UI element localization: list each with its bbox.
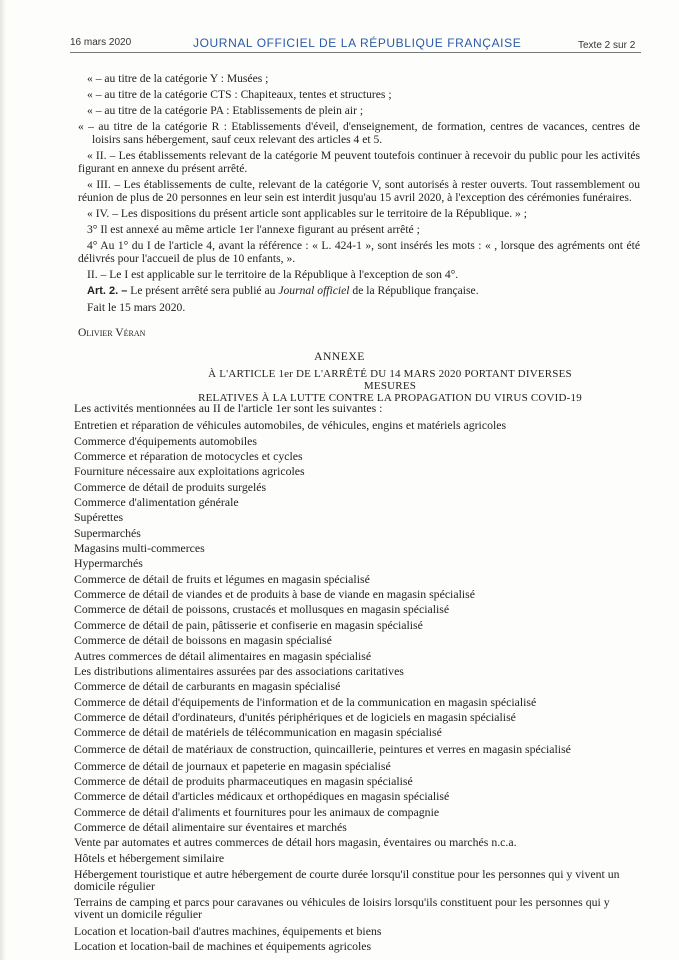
list-item: Commerce d'alimentation générale xyxy=(74,495,239,510)
list-item: Magasins multi-commerces xyxy=(74,541,205,556)
article-2-label: Art. 2. – xyxy=(87,285,128,297)
list-item: Commerce de détail de matériaux de construction, quincaillerie, peintures et verres en magasin spécialisé xyxy=(74,741,571,756)
list-item: Commerce et réparation de motocycles et cycles xyxy=(74,449,303,464)
list-item: Commerce de détail de viandes et de produits à base de viande en magasin spécialisé xyxy=(74,587,475,602)
activities-intro: Les activités mentionnées au II de l'article 1er sont les suivantes : xyxy=(74,401,383,415)
list-item: Commerce de détail de fruits et légumes en magasin spécialisé xyxy=(74,571,370,586)
category-r-line: « – au titre de la catégorie R : Etablissements d'éveil, d'enseignement, de formation, centres de vacances, centres de loisirs sans hébergement, sauf ceux relevant des articles 4 et 5. xyxy=(78,120,640,146)
list-item: Terrains de camping et parcs pour caravanes ou véhicules de loisirs lorsqu'ils constituent pour les personnes qui y vivent un domicile régulier xyxy=(74,894,610,921)
journal-title: JOURNAL OFFICIEL DE LA RÉPUBLIQUE FRANÇAISE xyxy=(193,36,522,50)
annexe-subtitle-line-2: RELATIVES À LA LUTTE CONTRE LA PROPAGATION DU VIRUS COVID-19 xyxy=(198,392,582,404)
list-item: Autres commerces de détail alimentaires en magasin spécialisé xyxy=(74,648,372,663)
list-item: Location et location-bail de machines et équipements agricoles xyxy=(74,939,372,954)
list-item: Commerce d'équipements automobiles xyxy=(74,433,257,448)
paragraph-iv: « IV. – Les dispositions du présent article sont applicables sur le territoire de la République. » ; xyxy=(87,207,527,220)
list-item: Commerce de détail de produits pharmaceutiques en magasin spécialisé xyxy=(74,773,413,788)
decree-text xyxy=(78,72,640,342)
list-item: Commerce de détail d'équipements de l'information et de la communication en magasin spécialisé xyxy=(74,694,537,709)
signature: Olivier Véran xyxy=(78,326,146,339)
list-item: Entretien et réparation de véhicules automobiles, de véhicules, engins et matériels agricoles xyxy=(74,418,507,433)
list-item: Hôtels et hébergement similaire xyxy=(74,850,225,865)
annexe-title: ANNEXE xyxy=(314,350,365,363)
list-item: Commerce de détail d'aliments et fournitures pour les animaux de compagnie xyxy=(74,804,440,819)
list-item: Commerce de détail de journaux et papeterie en magasin spécialisé xyxy=(74,758,391,773)
activities-items xyxy=(74,418,639,954)
paragraph-ii-final: II. – Le I est applicable sur le territoire de la République à l'exception de son 4°. xyxy=(87,268,459,281)
list-item: Commerce de détail d'articles médicaux et orthopédiques en magasin spécialisé xyxy=(74,789,450,804)
scan-edge-shadow xyxy=(0,0,6,960)
list-item: Hébergement touristique et autre hébergement de courte durée lorsqu'il constitue pour les personnes qui y vivent un domicile régulier xyxy=(74,866,620,893)
fait-le: Fait le 15 mars 2020. xyxy=(87,301,186,314)
article-2-text-before: Le présent arrêté sera publié au xyxy=(127,284,279,297)
annexe-subtitle-line-1: À L'ARTICLE 1er DE L'ARRÊTÉ DU 14 MARS 2020 PORTANT DIVERSES MESURES xyxy=(208,368,572,392)
list-item: Hypermarchés xyxy=(74,556,143,571)
list-item: Vente par automates et autres commerces de détail hors magasin, éventaires ou marchés n.c.a. xyxy=(74,835,517,850)
list-item: Commerce de détail de poissons, crustacés et mollusques en magasin spécialisé xyxy=(74,602,450,617)
point-4: 4° Au 1° du I de l'article 4, avant la référence : « L. 424-1 », sont insérés les mots : « , lorsque des agréments ont été délivrés pour l'accueil de plus de 10 enfants, ». xyxy=(78,239,640,265)
article-2-journal-italic: Journal officiel xyxy=(278,284,350,297)
list-item: Supérettes xyxy=(74,510,124,525)
header-divider xyxy=(70,52,641,53)
header-date: 16 mars 2020 xyxy=(70,37,132,48)
article-2-text-after: de la République française. xyxy=(349,284,479,297)
page-indicator: Texte 2 sur 2 xyxy=(578,40,636,51)
category-y-line: « – au titre de la catégorie Y : Musées ; xyxy=(87,72,269,85)
category-pa-line: « – au titre de la catégorie PA : Etablissements de plein air ; xyxy=(87,104,364,117)
list-item: Fourniture nécessaire aux exploitations agricoles xyxy=(74,464,305,479)
list-item: Les distributions alimentaires assurées par des associations caritatives xyxy=(74,663,404,678)
activities-list xyxy=(74,401,639,955)
list-item: Commerce de détail de pain, pâtisserie et confiserie en magasin spécialisé xyxy=(74,617,423,632)
list-item: Commerce de détail alimentaire sur éventaires et marchés xyxy=(74,819,347,834)
paragraph-iii: « III. – Les établissements de culte, relevant de la catégorie V, sont autorisés à rester ouverts. Tout rassemblement ou réunion de plus de 20 personnes en leur sein est interdit jusqu'au 15 avril 2020, à l'exception des cérémonies funéraires. xyxy=(78,178,640,204)
article-2 xyxy=(78,284,640,298)
annexe-subtitle xyxy=(190,368,590,404)
list-item: Commerce de détail de boissons en magasin spécialisé xyxy=(74,633,332,648)
list-item: Commerce de détail de matériels de télécommunication en magasin spécialisé xyxy=(74,725,442,740)
list-item: Commerce de détail de carburants en magasin spécialisé xyxy=(74,679,341,694)
list-item: Commerce de détail de produits surgelés xyxy=(74,479,267,494)
list-item: Supermarchés xyxy=(74,525,141,540)
point-3: 3° Il est annexé au même article 1er l'annexe figurant au présent arrêté ; xyxy=(87,223,420,236)
category-cts-line: « – au titre de la catégorie CTS : Chapiteaux, tentes et structures ; xyxy=(87,88,392,101)
paragraph-ii: « II. – Les établissements relevant de la catégorie M peuvent toutefois continuer à recevoir du public pour les activités figurant en annexe du présent arrêté. xyxy=(78,149,640,175)
list-item: Location et location-bail d'autres machines, équipements et biens xyxy=(74,923,382,938)
list-item: Commerce de détail d'ordinateurs, d'unités périphériques et de logiciels en magasin spécialisé xyxy=(74,709,516,724)
